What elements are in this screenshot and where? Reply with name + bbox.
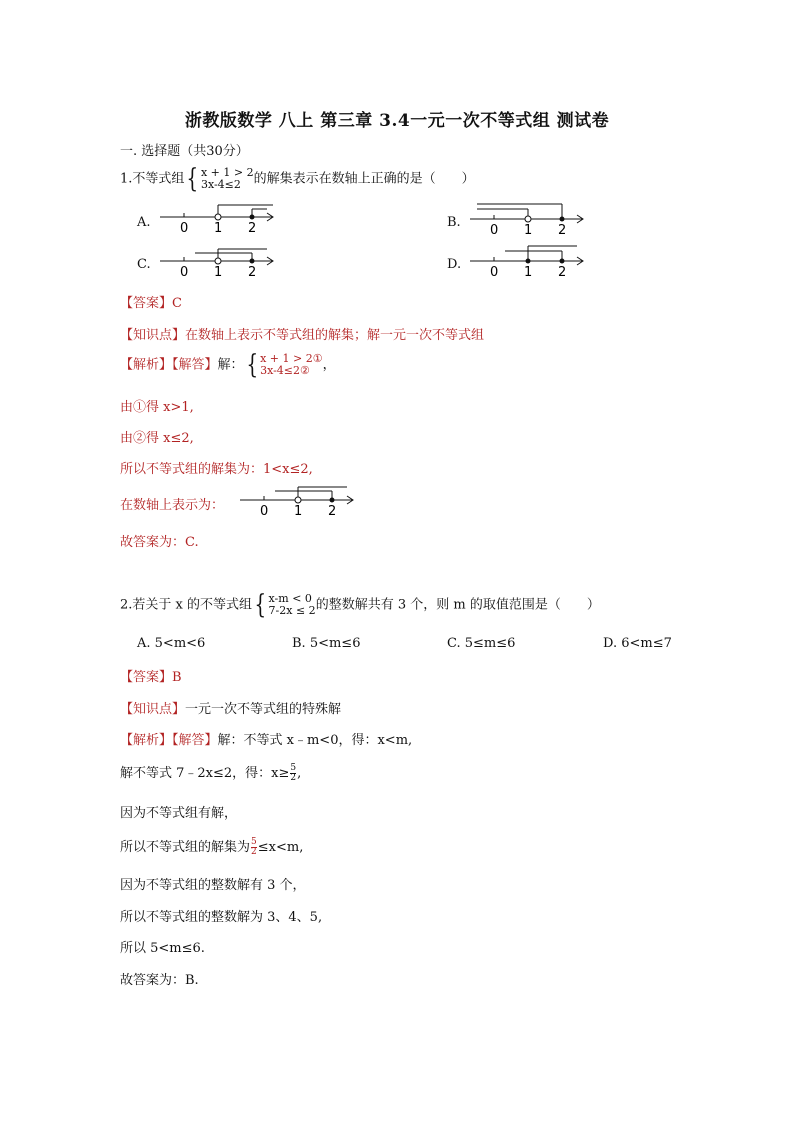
q1-option-a-numberline[interactable] (155, 200, 280, 236)
q2-step1: 解：不等式 x﹣m<0，得：x<m, (217, 733, 413, 748)
frac-num: 5 (251, 837, 257, 847)
kp-text: 在数轴上表示不等式组的解集；解一元一次不等式组 (185, 328, 485, 343)
answer-value: C (172, 296, 182, 311)
q1-option-b-numberline[interactable] (465, 200, 590, 236)
q2-option-a[interactable]: A. 5<m<6 (137, 636, 206, 651)
q2-step7: 所以 5<m≤6. (120, 941, 205, 956)
sys-tail: ， (322, 357, 336, 373)
answer-label: 【答案】 (120, 296, 173, 311)
sys-row1: x + 1 > 2① (260, 352, 323, 365)
tick-label-0: 0 (180, 221, 189, 236)
q1-step4: 在数轴上表示为： (120, 498, 225, 513)
q1-option-c-numberline[interactable] (155, 242, 280, 278)
q2-row1: x-m < 0 (268, 592, 312, 605)
tick-label-0: 0 (490, 223, 499, 236)
q2-conclusion: 故答案为：B. (120, 973, 199, 988)
tick-label-2: 2 (248, 265, 257, 278)
q2-suffix: 的整数解共有 3 个，则 m 的取值范围是（ ） (315, 597, 600, 613)
tick-label-0: 0 (180, 265, 189, 278)
q1-knowledge-point (120, 324, 484, 343)
q1-answer (120, 292, 182, 311)
tick-label-2: 2 (248, 221, 257, 236)
tick-label-2: 2 (328, 504, 337, 519)
q2-stem (120, 592, 600, 618)
q2-inequality-system (252, 592, 316, 618)
q2-step3: 因为不等式组有解， (120, 806, 238, 821)
q1-step2: 由②得 x≤2, (120, 431, 194, 446)
q1-step3: 所以不等式组的解集为：1<x≤2, (120, 462, 313, 477)
q1-row1: x + 1 > 2 (200, 166, 254, 179)
q1-option-d-numberline[interactable] (465, 242, 590, 278)
tick-label-1: 1 (294, 504, 303, 519)
q2-answer (120, 666, 182, 685)
kp-label: 【知识点】 (120, 702, 186, 717)
tick-label-1: 1 (214, 265, 223, 278)
analysis-label: 【解析】【解答】 (120, 733, 218, 748)
q2-row2: 7-2x ≤ 2 (268, 604, 316, 617)
tick-label-1: 1 (214, 221, 223, 236)
q1-inequality-system (184, 166, 253, 192)
tick-label-1: 1 (524, 223, 533, 236)
q2-step2 (120, 762, 301, 783)
q2-prefix: 2.若关于 x 的不等式组 (120, 597, 252, 613)
brace-icon: { (186, 164, 199, 194)
q2-option-d[interactable]: D. 6<m≤7 (603, 636, 672, 651)
q2-step6: 所以不等式组的整数解为 3、4、5, (120, 910, 323, 925)
q2-step4 (120, 836, 303, 857)
q2-step2-text: 解不等式 7﹣2x≤2，得：x≥ (120, 766, 290, 781)
q2-step4-range: ≤x<m, (257, 840, 304, 855)
q1-option-d-label[interactable]: D. (447, 257, 462, 272)
q1-analysis (120, 352, 336, 378)
fraction-five-halves (251, 838, 257, 857)
q2-option-c[interactable]: C. 5≤m≤6 (447, 636, 516, 651)
kp-text: 一元一次不等式组的特殊解 (185, 702, 342, 717)
frac-num: 5 (290, 763, 297, 773)
q2-step2-comma: , (297, 766, 302, 781)
fraction-five-halves (290, 764, 296, 783)
q1-stem (120, 166, 475, 192)
q2-analysis (120, 729, 412, 748)
analysis-lead: 解： (217, 357, 244, 373)
q1-option-b-label[interactable]: B. (447, 215, 461, 230)
frac-den: 2 (290, 773, 297, 783)
brace-icon: { (254, 590, 267, 620)
kp-label: 【知识点】 (120, 328, 186, 343)
q1-option-a-label[interactable]: A. (137, 215, 151, 230)
answer-value: B (172, 670, 182, 685)
q1-suffix: 的解集表示在数轴上正确的是（ ） (253, 171, 475, 187)
tick-label-0: 0 (490, 265, 499, 278)
page-title: 浙教版数学 八上 第三章 3.4一元一次不等式组 测试卷 (184, 111, 610, 131)
q2-knowledge-point (120, 698, 341, 717)
tick-label-0: 0 (260, 504, 269, 519)
q2-step4-text: 所以不等式组的解集为 (120, 840, 251, 855)
frac-den: 2 (251, 847, 257, 857)
answer-label: 【答案】 (120, 670, 173, 685)
q1-prefix: 1.不等式组 (120, 171, 185, 187)
tick-label-1: 1 (524, 265, 533, 278)
q1-row2: 3x-4≤2 (200, 178, 241, 191)
q2-step5: 因为不等式组的整数解有 3 个， (120, 878, 306, 893)
tick-label-2: 2 (558, 223, 567, 236)
sys-row2: 3x-4≤2② (260, 364, 310, 377)
q1-option-c-label[interactable]: C. (137, 257, 151, 272)
brace-icon: { (246, 350, 258, 380)
q1-conclusion: 故答案为：C. (120, 535, 199, 550)
section-heading: 一. 选择题（共30分） (120, 144, 249, 159)
tick-label-2: 2 (558, 265, 567, 278)
q1-solution-system (244, 352, 323, 378)
q1-solution-numberline (235, 480, 360, 520)
analysis-label: 【解析】【解答】 (120, 357, 218, 373)
q1-step1: 由①得 x>1, (120, 400, 194, 415)
q2-option-b[interactable]: B. 5<m≤6 (292, 636, 361, 651)
